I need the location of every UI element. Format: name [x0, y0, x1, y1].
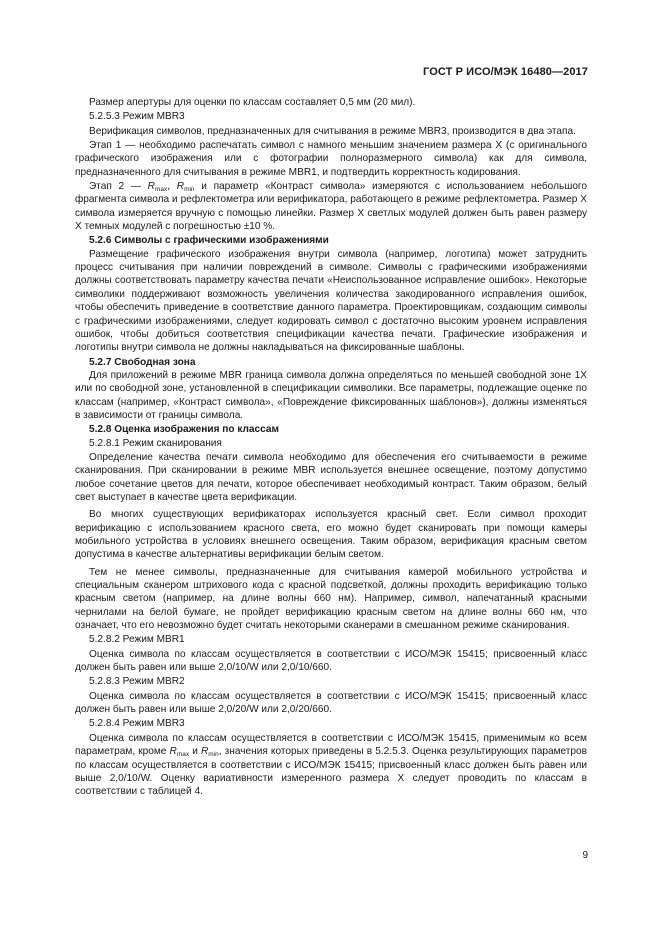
subsection-5-2-8-3: 5.2.8.3 Режим MBR2	[89, 676, 185, 688]
subsection-5-2-8-1: 5.2.8.1 Режим сканирования	[89, 437, 222, 449]
paragraph-red-light: Во многих существующих верификаторах используется красный свет. Если символ проходит верификацию с использованием красного света, его можно будет сканировать при помощи камеры мобильного устройства в условиях внешнего освещения. Таким образом, верификация красным светом допустима в качестве альтернативы верификации белым светом.	[75, 509, 587, 561]
subsection-5-2-5-3: 5.2.5.3 Режим MBR3	[89, 111, 185, 123]
subsection-5-2-8-4: 5.2.8.4 Режим MBR3	[89, 718, 185, 730]
paragraph-graphic-symbols: Размещение графического изображения внутри символа (например, логотипа) может затруднить процесс считывания при наличии повреждений в символе. Символы с графическими изображениями должны соответствовать параметру качества печати «Неиспользованное исправление ошибок». Некоторые символики поддерживают возможность увеличения количества закодированного исправления ошибок, чтобы обеспечить приведение в соответствие данного параметра. Проектировщикам, создающим символы с графическими изображениями, следует кодировать символ с достаточно высоким уровнем исправления ошибок, чтобы добиться соответствия спецификации качества печати. Графические изображения и логотипы внутри символа не должны накладываться на фиксированные шаблоны.	[75, 248, 587, 354]
paragraph-scan-mode: Определение качества печати символа необходимо для обеспечения его считываемости в режиме сканирования. При сканировании в режиме MBR используется внешнее освещение, поэтому допустимо любое сочетание цветов для печати, которое обеспечивает необходимый контраст. Таким образом, белый свет выступает в качестве цвета верификации.	[75, 451, 587, 503]
paragraph-mbr1-grading: Оценка символа по классам осуществляется в соответствии с ИСО/МЭК 15415; присвоенный класс должен быть равен или выше 2,0/10/W или 2,0/10/660.	[75, 648, 587, 674]
section-heading-5-2-7: 5.2.7 Свободная зона	[89, 356, 196, 368]
subsection-5-2-8-2: 5.2.8.2 Режим MBR1	[89, 634, 185, 646]
section-heading-5-2-8: 5.2.8 Оценка изображения по классам	[89, 424, 279, 436]
paragraph-mbr3-verification: Верификация символов, предназначенных для считывания в режиме MBR3, производится в два этапа.	[89, 125, 576, 137]
paragraph-stage-2: Этап 2 — $R_{max}$, $R_{min}$ и параметр «Контраст символа» измеряются с использованием небольшого фрагмента символа и рефлектометра или верификатора, работающего в режиме рефлектометра. Размер X символа измеряется вручную с помощью линейки. Размер X светлых модулей должен быть равен размеру X темных модулей с погрешностью ±10 %.	[75, 181, 588, 233]
paragraph-mobile-red-scanner: Тем не менее символы, предназначенные для считывания камерой мобильного устройства и специальным сканером штрихового кода с красной подсветкой, должны проходить верификацию только красным светом (например, на длине волны 660 нм). Например, символ, напечатанный красными чернилами на белой бумаге, не пройдет верификацию красным светом на длине волны 660 нм, что означает, что его невозможно будет считать некоторыми сканерами в смешанном режиме сканирования.	[75, 566, 587, 632]
page-body	[75, 96, 587, 799]
page-number: 9	[582, 850, 588, 861]
paragraph-mbr2-grading: Оценка символа по классам осуществляется в соответствии с ИСО/МЭК 15415; присвоенный класс должен быть равен или выше 2,0/20/W или 2,0/20/660.	[75, 690, 587, 716]
paragraph-stage-1: Этап 1 — необходимо распечатать символ с намного меньшим значением размера X (с оригинального графического изображения или с фотографии полноразмерного символа) как для символа, предназначенного для считывания в режиме MBR1, и подтвердить корректность кодирования.	[75, 140, 587, 178]
paragraph-aperture: Размер апертуры для оценки по классам составляет 0,5 мм (20 мил).	[89, 97, 416, 108]
paragraph-quiet-zone: Для приложений в режиме MBR граница символа должна определяться по меньшей свободной зоне 1X или по свободной зоне, установленной в спецификации символики. Все параметры, подлежащие оценке по классам (например, «Контраст символа», «Повреждение фиксированных шаблонов»), должны изменяться в зависимости от границы символа.	[75, 369, 587, 421]
paragraph-mbr3-grading: Оценка символа по классам осуществляется в соответствии с ИСО/МЭК 15415, применимым ко всем параметрам, кроме $R_{max}$ и $R_{min}$, значения которых приведены в 5.2.5.3. Оценка результирующих параметров по классам осуществляется в соответствии с ИСО/МЭК 15415; присвоенный класс должен быть равен или выше 2,0/10/W. Оценку вариативности измеренного размера X следует проводить по классам в соответствии с таблицей 4.	[75, 732, 587, 798]
section-heading-5-2-6: 5.2.6 Символы с графическими изображениями	[89, 235, 329, 247]
standard-header: ГОСТ Р ИСО/МЭК 16480—2017	[423, 66, 588, 78]
